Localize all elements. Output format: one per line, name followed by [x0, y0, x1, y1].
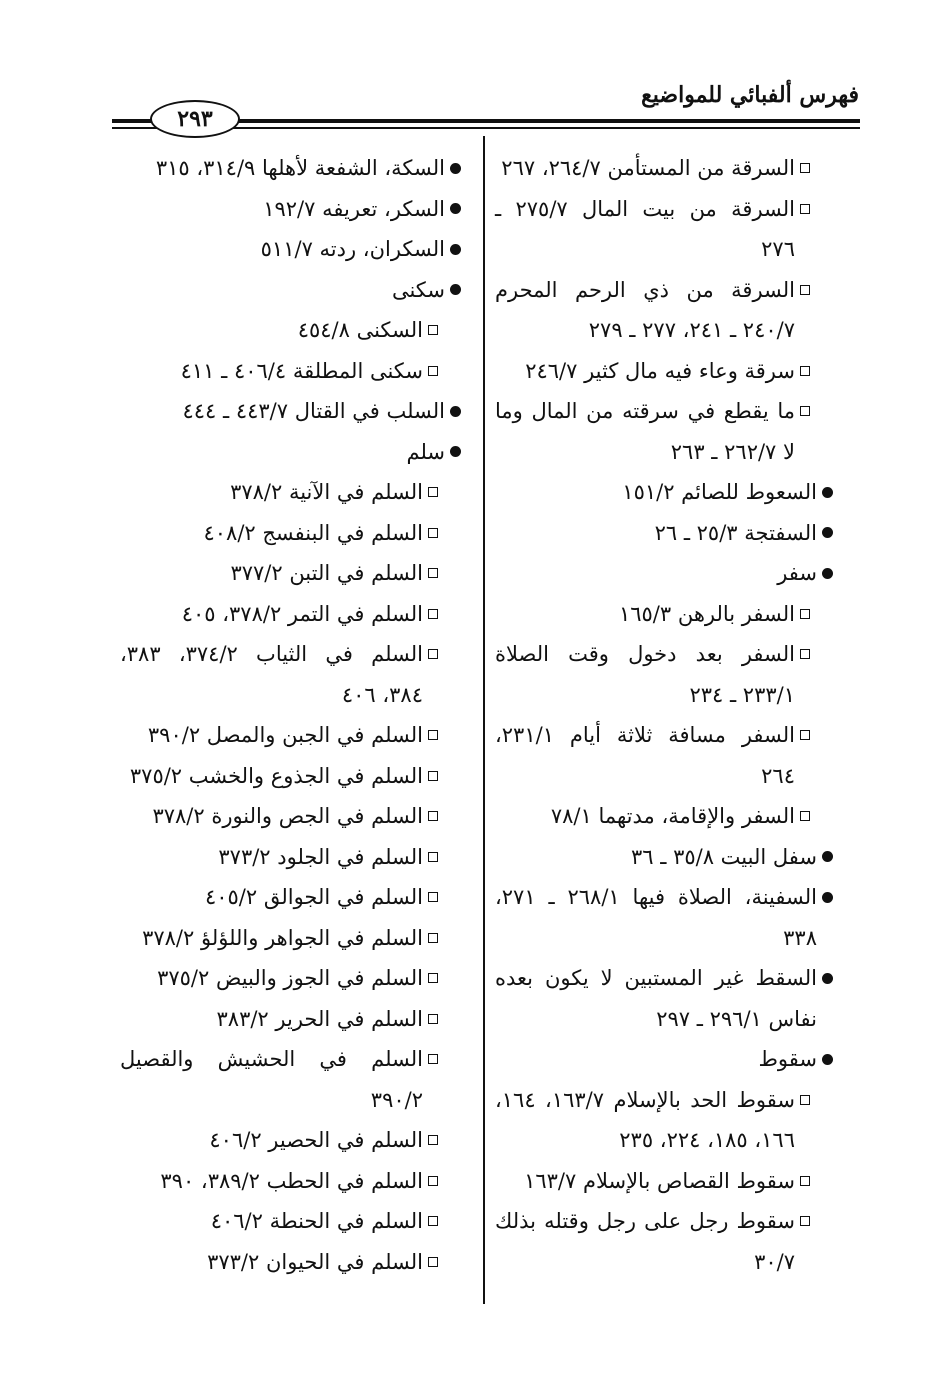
bullet-icon: [819, 513, 835, 554]
entry-text: سقوط القصاص بالإسلام ١٦٣/٧: [524, 1168, 795, 1193]
entry-text: السكران، ردته ٥١١/٧: [260, 237, 445, 261]
entry-text: السلم في الجوز والبيض ٣٧٥/٢: [157, 966, 423, 990]
index-subentry: [120, 958, 463, 999]
page-number: ٢٩٣: [150, 100, 240, 138]
bullet-icon: [447, 148, 463, 189]
square-bullet-icon: [425, 513, 441, 554]
bullet-icon: [447, 189, 463, 230]
entry-text: السعوط للصائم ١٥١/٢: [622, 480, 817, 504]
index-entry: [495, 837, 835, 878]
index-entry: [120, 432, 463, 473]
square-bullet-icon: [425, 634, 441, 675]
bullet-icon: [447, 270, 463, 311]
entry-text: سقوط: [758, 1047, 817, 1071]
entry-text: السلم في البنفسج ٤٠٨/٢: [203, 520, 423, 545]
index-subentry: [120, 594, 463, 635]
bullet-icon: [819, 958, 835, 999]
square-bullet-icon: [425, 999, 441, 1040]
square-bullet-icon: [425, 958, 441, 999]
index-entry: [495, 553, 835, 594]
index-entry: [495, 472, 835, 513]
square-bullet-icon: [425, 918, 441, 959]
entry-text: السلم في الحنطة ٤٠٦/٢: [210, 1209, 423, 1233]
index-subentry: [120, 877, 463, 918]
entry-text: السكنى ٤٥٤/٨: [297, 318, 423, 342]
entry-text: السرقة من بيت المال ٢٧٥/٧ ـ ٢٧٦: [495, 196, 795, 261]
entry-text: السلم في الحشيش والقصيل ٣٩٠/٢: [120, 1047, 423, 1112]
square-bullet-icon: [425, 837, 441, 878]
entry-text: السلم في الحيوان ٣٧٣/٢: [207, 1249, 423, 1274]
index-entry: [495, 958, 835, 1039]
square-bullet-icon: [425, 594, 441, 635]
square-bullet-icon: [797, 1161, 813, 1202]
square-bullet-icon: [425, 796, 441, 837]
index-subentry: [120, 918, 463, 959]
index-subentry: [495, 1080, 835, 1161]
entry-text: السلم في الجلود ٣٧٣/٢: [218, 844, 423, 869]
square-bullet-icon: [797, 189, 813, 230]
entry-text: سقوط الحد بالإسلام ١٦٣/٧، ١٦٤، ١٦٦، ١٨٥، ٢٢٤، ٢٣٥: [495, 1087, 795, 1152]
index-entry: [495, 877, 835, 958]
index-entry: [120, 391, 463, 432]
entry-text: سفر: [777, 561, 817, 585]
entry-text: السلم في الجوالق ٤٠٥/٢: [204, 885, 423, 909]
index-entry: [495, 513, 835, 554]
entry-text: السرقة من المستأمن ٢٦٤/٧، ٢٦٧: [501, 156, 795, 180]
entry-text: السكر، تعريفه ١٩٢/٧: [263, 196, 445, 221]
entry-text: السلب في القتال ٤٤٣/٧ ـ ٤٤٤: [182, 399, 445, 423]
entry-text: السفر بعد دخول وقت الصلاة ٢٣٣/١ ـ ٢٣٤: [495, 642, 795, 707]
index-subentry: [495, 351, 835, 392]
entry-text: السلم في الجص والنورة ٣٧٨/٢: [152, 804, 423, 828]
square-bullet-icon: [425, 1242, 441, 1283]
entry-text: السلم في الثياب ٣٧٤/٢، ٣٨٣، ٣٨٤، ٤٠٦: [120, 642, 423, 707]
entry-text: سفل البيت ٣٥/٨ ـ ٣٦: [630, 844, 817, 869]
entry-text: السلم في الحصير ٤٠٦/٢: [209, 1128, 423, 1152]
bullet-icon: [819, 553, 835, 594]
square-bullet-icon: [425, 756, 441, 797]
square-bullet-icon: [425, 1201, 441, 1242]
index-subentry: [120, 837, 463, 878]
index-subentry: [120, 999, 463, 1040]
index-subentry: [120, 1201, 463, 1242]
square-bullet-icon: [797, 1080, 813, 1121]
index-subentry: [495, 715, 835, 796]
square-bullet-icon: [797, 1201, 813, 1242]
index-subentry: [495, 270, 835, 351]
square-bullet-icon: [797, 391, 813, 432]
index-subentry: [495, 1161, 835, 1202]
entry-text: السلم في التمر ٣٧٨/٢، ٤٠٥: [181, 601, 423, 626]
running-header-title: فهرس ألفبائي للمواضيع: [641, 82, 859, 108]
index-subentry: [495, 1201, 835, 1282]
square-bullet-icon: [425, 715, 441, 756]
index-subentry: [120, 1242, 463, 1283]
bullet-icon: [447, 229, 463, 270]
entry-text: السلم في الآنية ٣٧٨/٢: [230, 480, 423, 504]
entry-text: سقوط رجل على رجل وقتله بذلك ٣٠/٧: [495, 1209, 795, 1274]
entry-text: السلم في الحطب ٣٨٩/٢، ٣٩٠: [160, 1168, 423, 1193]
bullet-icon: [819, 472, 835, 513]
index-column-left: [120, 148, 463, 1282]
index-subentry: [120, 756, 463, 797]
entry-text: السقط غير المستبين لا يكون بعده نفاس ٢٩٦/١ ـ ٢٩٧: [495, 966, 817, 1031]
index-subentry: [495, 391, 835, 472]
entry-text: السكة، الشفعة لأهلها ٣١٤/٩، ٣١٥: [155, 156, 445, 180]
entry-text: السفر والإقامة، مدتهما ٧٨/١: [550, 804, 795, 828]
square-bullet-icon: [425, 1039, 441, 1080]
index-subentry: [120, 715, 463, 756]
square-bullet-icon: [797, 634, 813, 675]
square-bullet-icon: [425, 351, 441, 392]
entry-text: السلم في التبن ٣٧٧/٢: [230, 561, 423, 585]
bullet-icon: [447, 391, 463, 432]
square-bullet-icon: [425, 310, 441, 351]
index-subentry: [495, 634, 835, 715]
square-bullet-icon: [425, 1120, 441, 1161]
entry-text: السلم في الجواهر واللؤلؤ ٣٧٨/٢: [142, 925, 423, 950]
square-bullet-icon: [425, 472, 441, 513]
square-bullet-icon: [425, 1161, 441, 1202]
index-subentry: [495, 796, 835, 837]
entry-text: سلم: [406, 439, 445, 464]
entry-text: سرقة وعاء فيه مال كثير ٢٤٦/٧: [525, 358, 795, 383]
index-subentry: [495, 189, 835, 270]
entry-text: السلم في الجبن والمصل ٣٩٠/٢: [147, 723, 423, 747]
index-column-right: [495, 148, 835, 1282]
bullet-icon: [447, 432, 463, 473]
index-entry: [120, 270, 463, 311]
square-bullet-icon: [797, 148, 813, 189]
index-subentry: [120, 1039, 463, 1120]
index-subentry: [120, 634, 463, 715]
index-subentry: [120, 310, 463, 351]
entry-text: سكنى المطلقة ٤٠٦/٤ ـ ٤١١: [180, 358, 423, 383]
entry-text: السلم في الحرير ٣٨٣/٢: [216, 1006, 423, 1031]
index-entry: [120, 148, 463, 189]
square-bullet-icon: [797, 594, 813, 635]
square-bullet-icon: [425, 553, 441, 594]
index-subentry: [495, 148, 835, 189]
square-bullet-icon: [797, 796, 813, 837]
index-entry: [495, 1039, 835, 1080]
entry-text: ما يقطع في سرقته من المال وما لا ٢٦٢/٧ ـ ٢٦٣: [495, 399, 795, 464]
entry-text: السفتجة ٢٥/٣ ـ ٢٦: [654, 520, 817, 545]
index-subentry: [120, 1161, 463, 1202]
entry-text: السفر بالرهن ١٦٥/٣: [618, 601, 795, 626]
square-bullet-icon: [425, 877, 441, 918]
square-bullet-icon: [797, 715, 813, 756]
index-subentry: [495, 594, 835, 635]
square-bullet-icon: [797, 270, 813, 311]
index-subentry: [120, 796, 463, 837]
index-entry: [120, 229, 463, 270]
entry-text: السلم في الجذوع والخشب ٣٧٥/٢: [129, 763, 423, 788]
entry-text: السفر مسافة ثلاثة أيام ٢٣١/١، ٢٦٤: [495, 723, 795, 788]
index-entry: [120, 189, 463, 230]
entry-text: سكنى: [391, 277, 445, 302]
bullet-icon: [819, 837, 835, 878]
index-subentry: [120, 472, 463, 513]
bullet-icon: [819, 877, 835, 918]
bullet-icon: [819, 1039, 835, 1080]
square-bullet-icon: [797, 351, 813, 392]
entry-text: السرقة من ذي الرحم المحرم ٢٤٠/٧ ـ ٢٤١، ٢٧٧ ـ ٢٧٩: [495, 277, 795, 342]
index-subentry: [120, 1120, 463, 1161]
index-subentry: [120, 513, 463, 554]
entry-text: السفينة، الصلاة فيها ٢٦٨/١ ـ ٢٧١، ٣٣٨: [495, 885, 817, 950]
index-subentry: [120, 553, 463, 594]
column-divider: [483, 136, 485, 1304]
index-subentry: [120, 351, 463, 392]
